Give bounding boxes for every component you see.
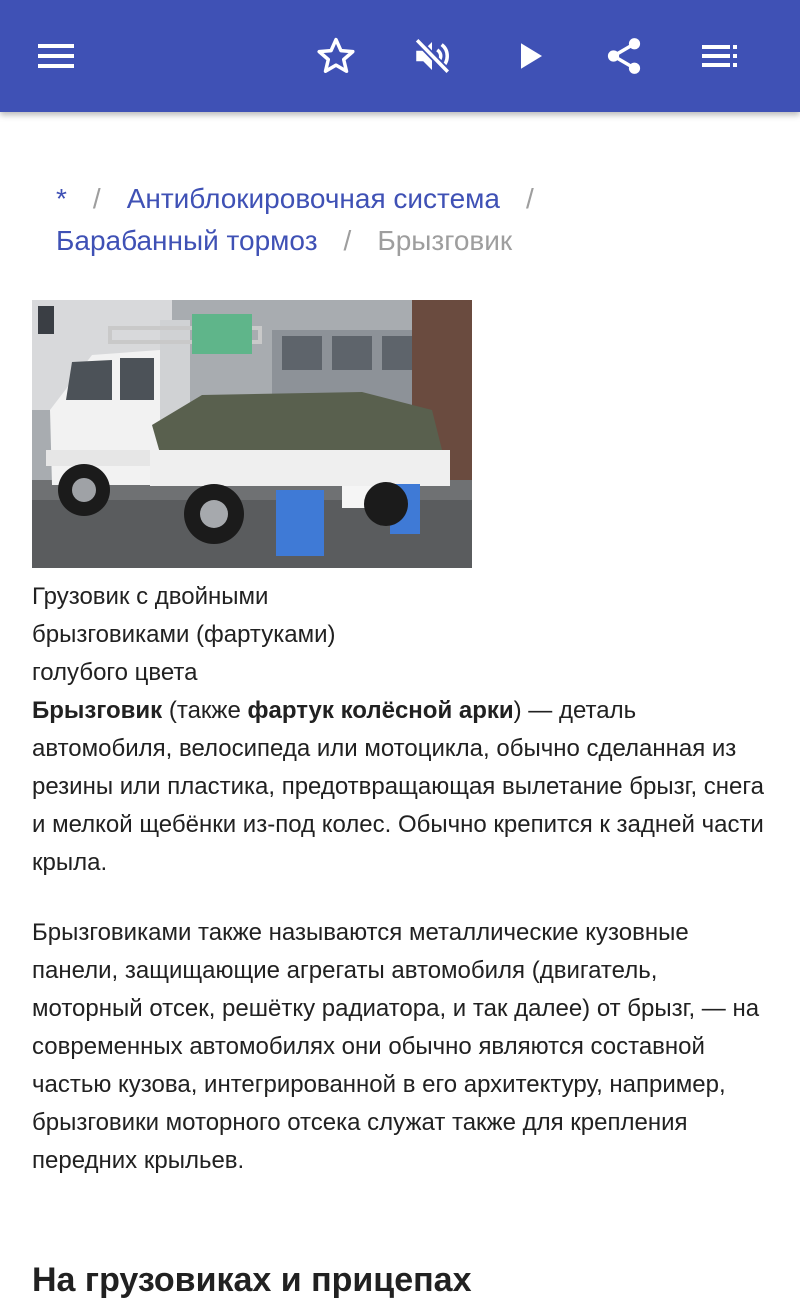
contents-button[interactable] <box>688 24 752 88</box>
app-bar <box>0 0 800 112</box>
truck-illustration <box>32 300 472 568</box>
caption-line: Грузовик с двойными <box>32 583 269 610</box>
menu-icon <box>36 36 76 76</box>
breadcrumb <box>56 178 756 262</box>
share-icon <box>603 35 645 77</box>
menu-button[interactable] <box>24 24 88 88</box>
breadcrumb-separator: / <box>92 183 101 214</box>
article-text: (также <box>162 697 248 724</box>
caption-line: брызговиками (фартуками) <box>32 621 336 648</box>
article-term: Брызговик <box>32 697 163 724</box>
figure-caption <box>32 578 412 692</box>
breadcrumb-item-abs[interactable]: Антиблокировочная система <box>126 183 500 214</box>
toc-icon <box>700 36 740 76</box>
breadcrumb-item-drum-brake[interactable]: Барабанный тормоз <box>56 225 318 256</box>
volume-off-icon <box>411 35 453 77</box>
article-paragraph <box>32 692 772 882</box>
share-button[interactable] <box>592 24 656 88</box>
star-icon <box>315 35 357 77</box>
breadcrumb-separator: / <box>343 225 352 256</box>
play-icon <box>512 38 548 74</box>
article-paragraph: Брызговиками также называются металлические кузовные панели, защищающие агрегаты автомобиля (двигатель, моторный отсек, решётку радиатора, и так далее) от брызг, — на современных автомобилях они обычно являются составной частью кузова, интегрированной в его архитектуру, например, брызговики моторного отсека служат также для крепления передних крыльев. <box>32 919 760 1174</box>
breadcrumb-item-root[interactable]: * <box>56 183 67 214</box>
play-button[interactable] <box>498 24 562 88</box>
mute-button[interactable] <box>400 24 464 88</box>
article-text: ) — деталь автомобиля, велосипеда или мотоцикла, обычно сделанная из резины или пластика, предотвращающая вылетание брызг, снега и мелкой щебёнки из-под колес. Обычно крепится к задней части крыла. <box>32 697 764 876</box>
breadcrumb-current: Брызговик <box>377 225 513 256</box>
article-alt-term: фартук колёсной арки <box>247 697 514 724</box>
breadcrumb-separator: / <box>525 183 534 214</box>
truck-photo[interactable] <box>32 300 472 568</box>
bookmark-button[interactable] <box>304 24 368 88</box>
section-heading: На грузовиках и прицепах <box>32 1261 472 1299</box>
caption-line: голубого цвета <box>32 659 198 686</box>
